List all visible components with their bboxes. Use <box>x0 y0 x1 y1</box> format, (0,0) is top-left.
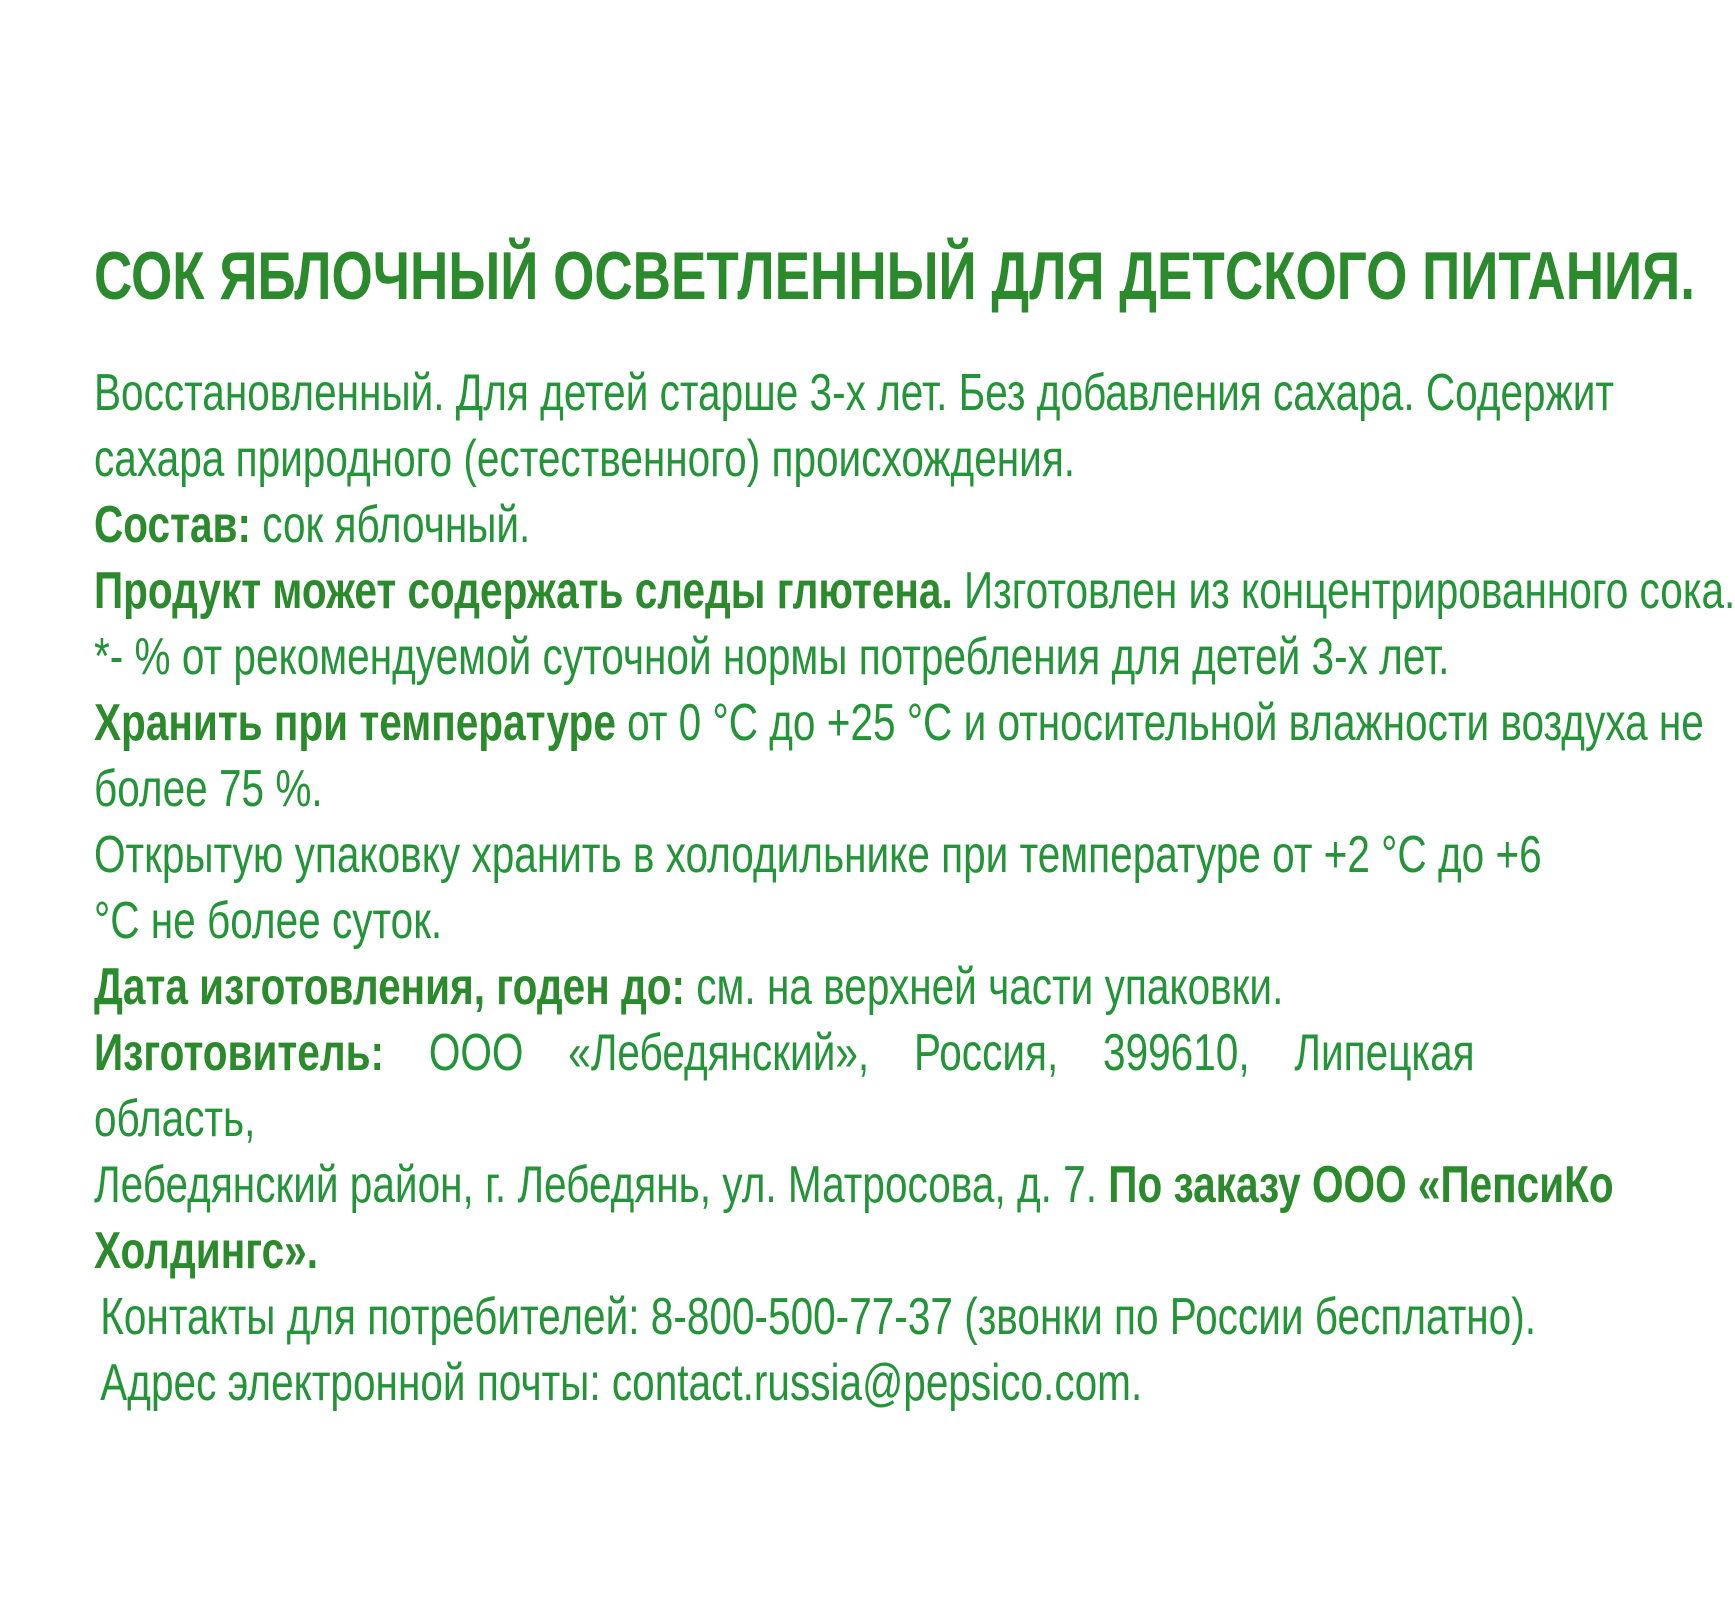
composition-value: сок яблочный. <box>250 496 531 554</box>
order-label: По заказу ООО «ПепсиКо <box>1097 1156 1614 1214</box>
gluten-line <box>94 558 1735 624</box>
date-line <box>94 954 1490 1020</box>
manufacturer-label: Изготовитель: <box>94 1024 385 1082</box>
storage-line-2: более 75 %. <box>94 760 323 818</box>
manufacturer-line-2 <box>94 1152 1614 1218</box>
storage-conditions: от 0 °С до +25 °С и относительной влажности воздуха не <box>615 694 1704 752</box>
composition-line <box>94 492 1490 558</box>
gluten-warning: Продукт может содержать следы глютена. <box>94 562 953 620</box>
concentrate-note: Изготовлен из концентрированного сока. <box>952 562 1735 620</box>
opened-storage-line-1: Открытую упаковку хранить в холодильнике при температуре от +2 °С до +6 <box>94 826 1542 884</box>
order-company: Холдингс». <box>94 1222 318 1280</box>
composition-label: Состав: <box>94 496 251 554</box>
description-line-2: сахара природного (естественного) происхождения. <box>94 430 1076 488</box>
manufacturer-address: ООО «Лебедянский», Россия, 399610, Липецкая область, <box>94 1024 1475 1148</box>
description-line-1: Восстановленный. Для детей старше 3-х лет. Без добавления сахара. Содержит <box>94 364 1614 422</box>
storage-line-1 <box>94 690 1704 756</box>
manufacturer-line-3 <box>94 1218 1490 1284</box>
storage-label: Хранить при температуре <box>94 694 616 752</box>
opened-storage-line-2: °С не более суток. <box>94 892 443 950</box>
label-body <box>94 360 1735 1416</box>
product-title: СОК ЯБЛОЧНЫЙ ОСВЕТЛЕННЫЙ ДЛЯ ДЕТСКОГО ПИТАНИЯ. <box>94 238 1696 314</box>
daily-norm-note: *- % от рекомендуемой суточной нормы потребления для детей 3-х лет. <box>94 628 1450 686</box>
manufacturer-address-cont: Лебедянский район, г. Лебедянь, ул. Матросова, д. 7. <box>94 1156 1098 1214</box>
date-location: см. на верхней части упаковки. <box>684 958 1284 1016</box>
consumer-contacts: Контакты для потребителей: 8-800-500-77-37 (звонки по России бесплатно). <box>100 1288 1537 1346</box>
date-label: Дата изготовления, годен до: <box>94 958 685 1016</box>
email-contact: Адрес электронной почты: contact.russia@pepsico.com. <box>100 1354 1143 1412</box>
manufacturer-line-1 <box>94 1020 1475 1152</box>
